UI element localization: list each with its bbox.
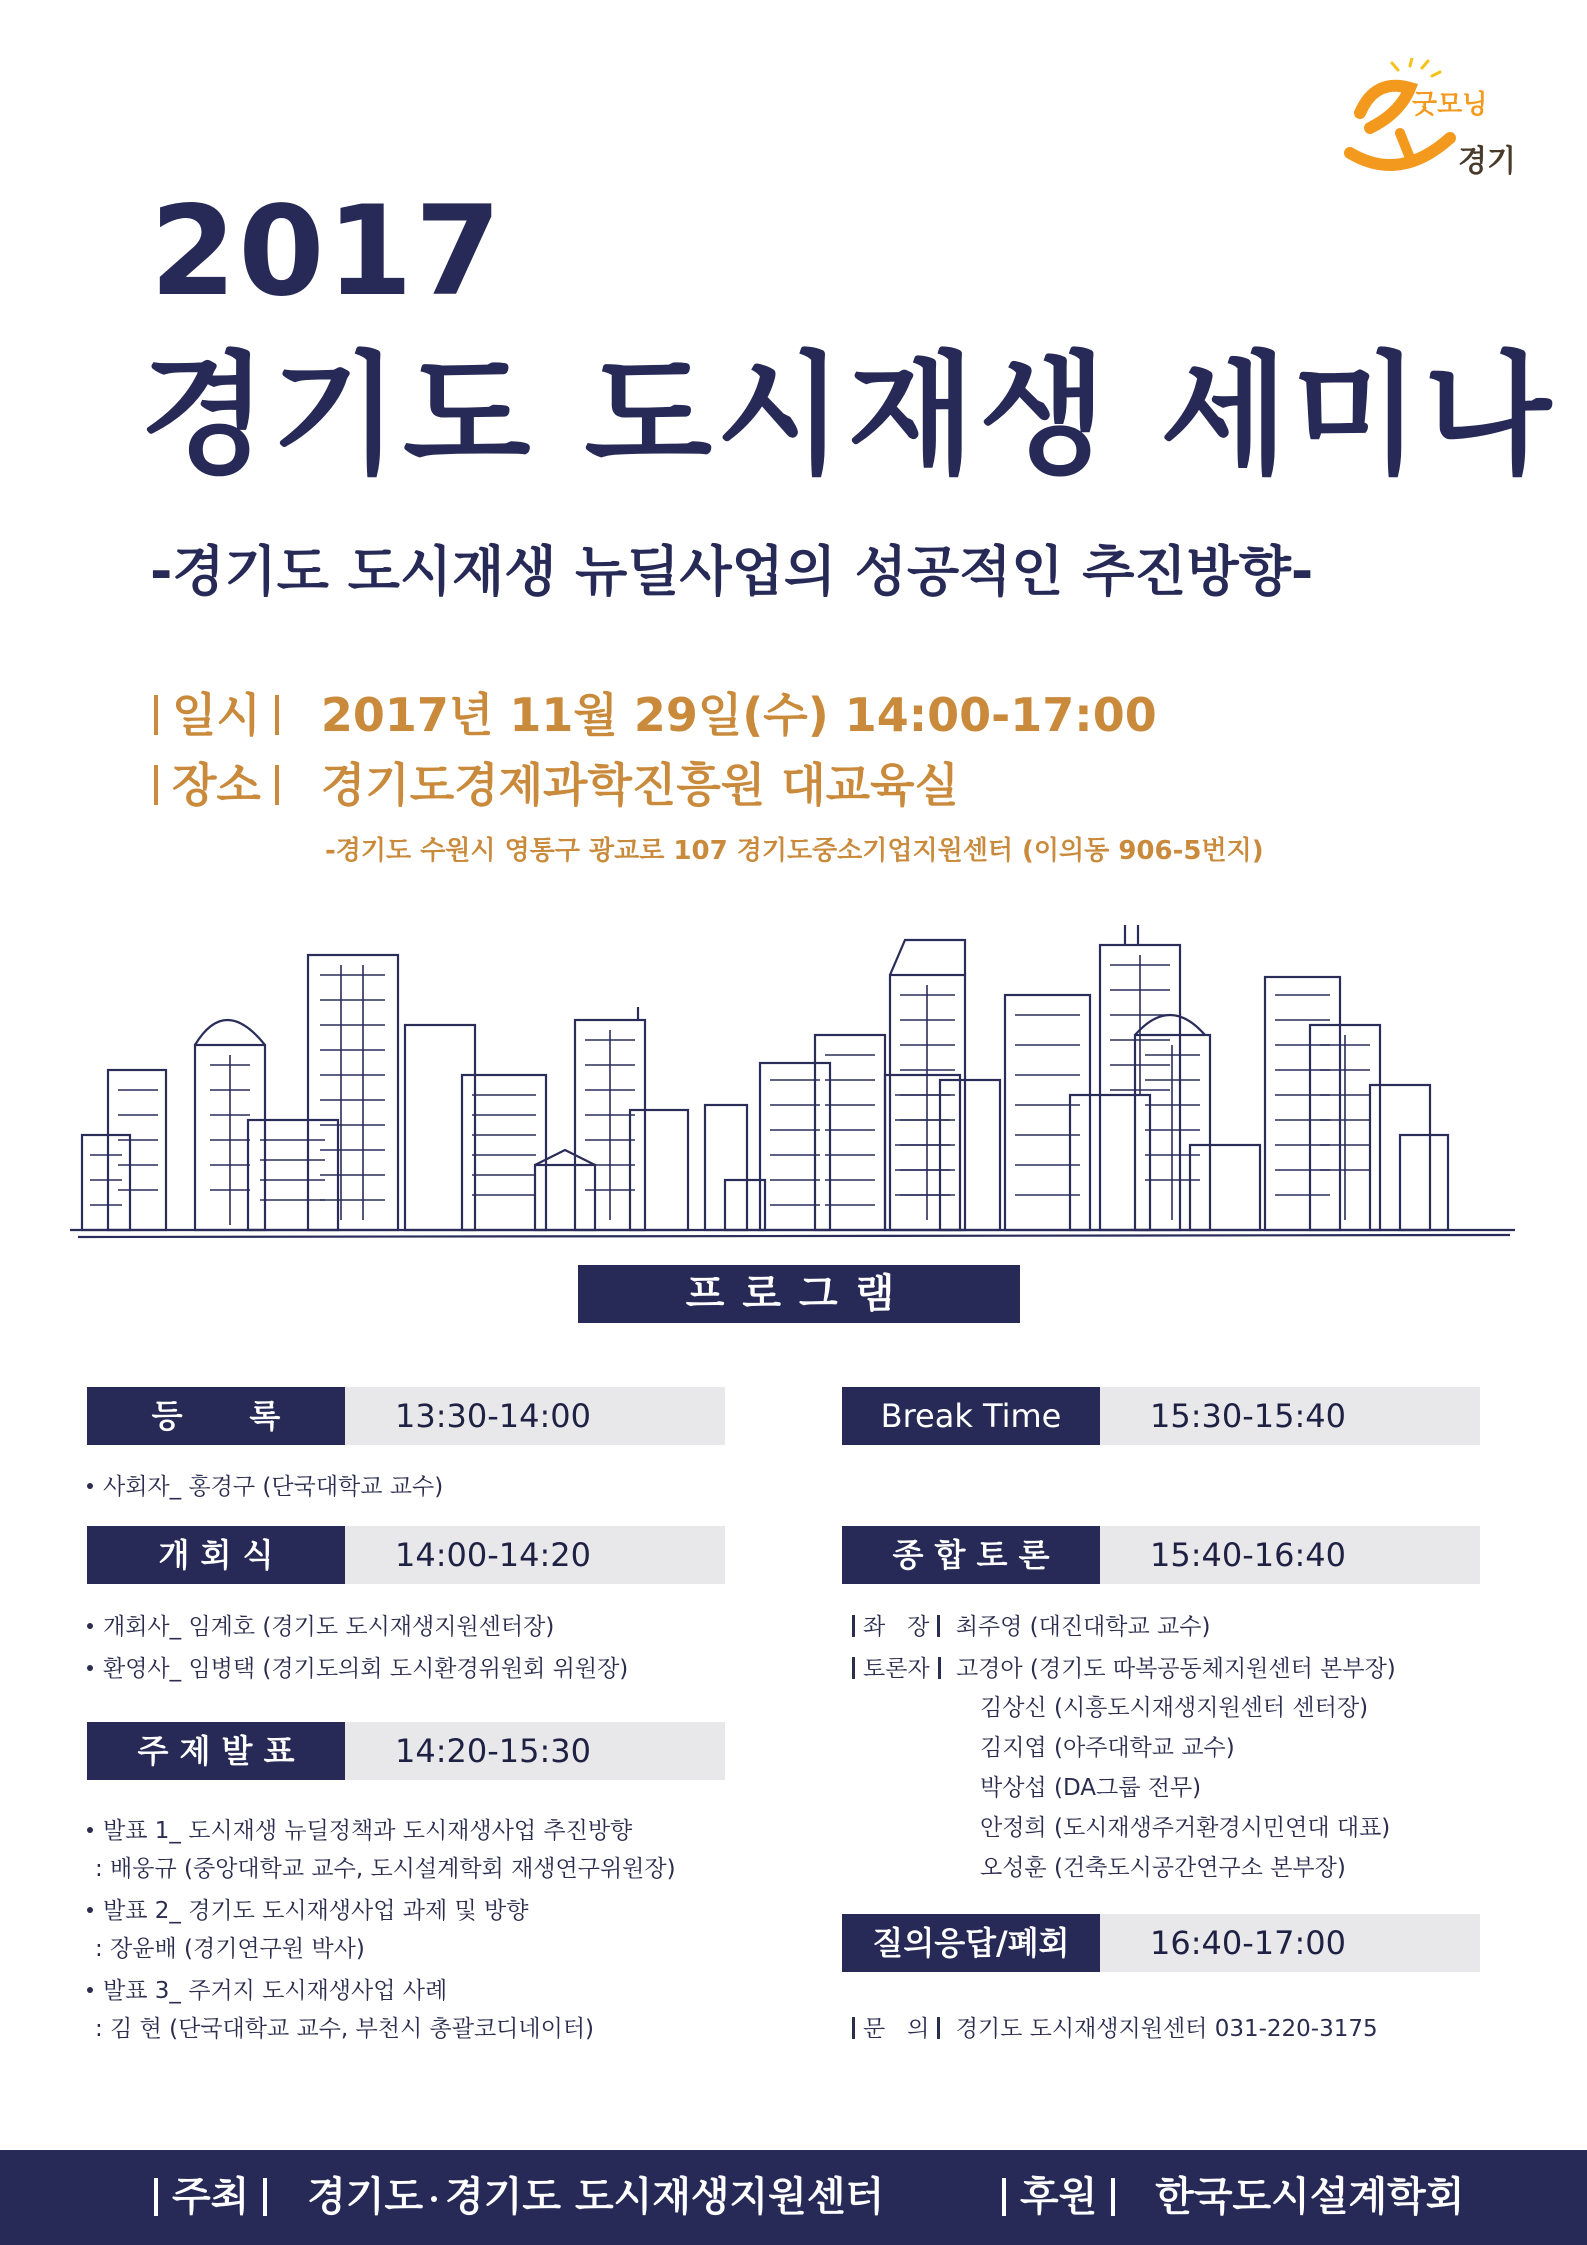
contact-label: 문 의 [863,2016,930,2042]
chair-label: 좌 장 [863,1614,930,1640]
place-value: 경기도경제과학진흥원 대교육실 [320,758,959,812]
opening-speech-line [87,1614,554,1642]
event-year: 2017 [150,180,504,324]
sponsor: 한국도시설계학회 [1155,2174,1465,2220]
contact-info: 경기도 도시재생지원센터 031-220-3175 [955,2016,1378,2042]
moderator-line [87,1474,443,1502]
sponsor-label: 후원 [1020,2174,1098,2220]
session-label: Break Time [842,1387,1100,1445]
footer-bar [0,2150,1587,2245]
chair-line [852,1614,1210,1642]
gyeonggi-logo [1340,58,1530,188]
contact-line [852,2016,1378,2044]
panelist: 오성훈 (건축도시공간연구소 본부장) [980,1855,1346,1881]
session-time: 15:30-15:40 [1100,1387,1480,1445]
date-line [140,688,1157,742]
welcome-speech-text: 환영사_ 임병택 (경기도의회 도시환경위원회 위원장) [103,1656,629,1682]
talk3-title-line [87,1978,447,2006]
place-line [140,758,959,812]
panelist: 김지엽 (아주대학교 교수) [980,1735,1235,1761]
panel-line [852,1656,1396,1684]
session-time: 16:40-17:00 [1100,1914,1480,1972]
session-time: 15:40-16:40 [1100,1526,1480,1584]
welcome-speech-line [87,1656,628,1684]
event-subtitle: -경기도 도시재생 뉴딜사업의 성공적인 추진방향- [150,540,1314,603]
panel-label: 토론자 [863,1656,930,1682]
talk3-title: 발표 3_ 주거지 도시재생사업 사례 [103,1978,448,2004]
logo-text-top: 굿모닝 [1412,90,1488,120]
talk2-title: 발표 2_ 경기도 도시재생사업 과제 및 방향 [103,1898,529,1924]
talk1-title: 발표 1_ 도시재생 뉴딜정책과 도시재생사업 추진방향 [103,1818,633,1844]
host-1: 경기도 [307,2174,424,2220]
session-label: 개 회 식 [87,1526,345,1584]
chair-name: 최주영 (대진대학교 교수) [955,1614,1211,1640]
talk3-speaker: : 김 현 (단국대학교 교수, 부천시 총괄코디네이터) [95,2016,595,2042]
place-label: 장소 [172,758,261,812]
session-label: 질의응답/폐회 [842,1914,1100,1972]
session-label: 종 합 토 론 [842,1526,1100,1584]
host-label: 주최 [172,2174,250,2220]
panelist: 안정희 (도시재생주거환경시민연대 대표) [980,1815,1391,1841]
session-time: 14:00-14:20 [345,1526,725,1584]
city-skyline-illustration [70,895,1520,1255]
talk1-title-line [87,1818,632,1846]
program-banner: 프로그램 [578,1265,1020,1323]
panelist: 김상신 (시흥도시재생지원센터 센터장) [980,1695,1369,1721]
session-label: 등 록 [87,1387,345,1445]
session-time: 13:30-14:00 [345,1387,725,1445]
talk2-title-line [87,1898,529,1926]
host-2: 경기도 도시재생지원센터 [445,2174,885,2220]
moderator-text: 사회자_ 홍경구 (단국대학교 교수) [103,1474,444,1500]
panelist: 고경아 (경기도 따복공동체지원센터 본부장) [955,1656,1396,1682]
opening-speech-text: 개회사_ 임계호 (경기도 도시재생지원센터장) [103,1614,555,1640]
session-time: 14:20-15:30 [345,1722,725,1780]
event-title: 경기도 도시재생 세미나 [140,339,1556,493]
address: -경기도 수원시 영통구 광교로 107 경기도중소기업지원센터 (이의동 906-5번지) [325,836,1264,866]
talk2-speaker: : 장윤배 (경기연구원 박사) [95,1936,365,1962]
logo-text-bottom: 경기 [1458,144,1516,179]
session-label: 주 제 발 표 [87,1722,345,1780]
date-value: 2017년 11월 29일(수) 14:00-17:00 [320,688,1157,742]
panelist: 박상섭 (DA그룹 전무) [980,1775,1202,1801]
talk1-speaker: : 배웅규 (중앙대학교 교수, 도시설계학회 재생연구위원장) [95,1856,676,1882]
date-label: 일시 [172,688,261,742]
